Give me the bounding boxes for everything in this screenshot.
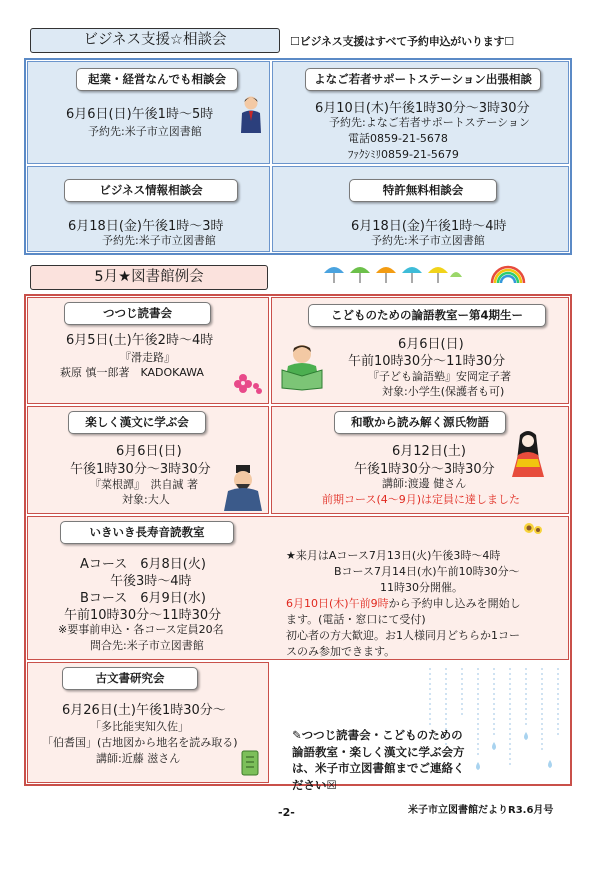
choju-note: ※要事前申込・各コース定員20名 [58, 623, 224, 636]
business-info-date: 6月18日(金)午後1時～3時 [68, 219, 224, 234]
library-cell-rongo [271, 297, 569, 404]
choju-b-course: Bコース 6月9日(水) [80, 591, 206, 606]
kanbun-book: 『菜根譚』 洪自誠 著 [90, 478, 198, 491]
tsutsuji-book: 『滑走路』 [120, 351, 175, 364]
child-reading-icon [280, 340, 330, 390]
genji-lecturer: 講師:渡邊 健さん [382, 477, 467, 490]
newsletter-issue: 米子市立図書館だよりR3.6月号 [408, 805, 554, 816]
startup-consult-date: 6月6日(日)午後1時～5時 [66, 107, 214, 122]
azalea-flower-icon [234, 372, 262, 396]
contact-note-line: ✎つつじ読書会・こどものための [292, 728, 463, 742]
genji-time: 午後1時30分～3時30分 [354, 462, 495, 477]
choju-contact: 問合先:米子市立図書館 [90, 639, 204, 652]
komonjo-lecturer: 講師:近藤 滋さん [96, 752, 181, 765]
kanbun-title: 楽しく漢文に学ぶ会 [68, 411, 206, 434]
contact-note-line: 論語教室・楽しく漢文に学ぶ会方 [292, 744, 465, 759]
rongo-title: こどものための論語教室ー第4期生ー [308, 304, 546, 327]
tsutsuji-title: つつじ読書会 [64, 302, 211, 325]
sunflower-icon [522, 521, 544, 539]
business-info-title: ビジネス情報相談会 [64, 179, 238, 202]
patent-consult-reserve: 予約先:米子市立図書館 [371, 234, 485, 247]
choju-a-time: 午後3時～4時 [110, 574, 192, 589]
choju-apply-date: 6月10日(木)午前9時 [286, 597, 389, 610]
patent-consult-date: 6月18日(金)午後1時～4時 [351, 219, 507, 234]
library-cell-genji [271, 406, 569, 514]
choju-apply-2: ます。(電話・窓口にて受付) [286, 613, 426, 626]
library-cell-komonjo [27, 662, 269, 783]
komonjo-sub1: 「多比能実知久佐」 [90, 720, 189, 733]
rongo-target: 対象:小学生(保護者も可) [382, 385, 505, 398]
library-cell-kanbun [27, 406, 269, 514]
startup-consult-reserve: 予約先:米子市立図書館 [88, 125, 202, 138]
genji-title: 和歌から読み解く源氏物語 [334, 411, 506, 434]
library-cell-tsutsuji [27, 297, 269, 404]
kanbun-time: 午後1時30分～3時30分 [70, 462, 211, 477]
business-cell-patent [272, 166, 569, 252]
scholar-icon [222, 465, 266, 511]
business-info-reserve: 予約先:米子市立図書館 [102, 234, 216, 247]
rongo-time: 午前10時30分～11時30分 [348, 354, 506, 369]
businessman-icon [238, 95, 264, 133]
business-cell-startup [27, 61, 270, 164]
reservation-required-note: ☐ビジネス支援はすべて予約申込がいります☐ [290, 35, 514, 48]
genji-capacity-notice: 前期コース(4～9月)は定員に達しました [322, 493, 521, 506]
tsutsuji-author: 萩原 慎一郎著 KADOKAWA [60, 366, 204, 379]
choju-a-course: Aコース 6月8日(火) [80, 557, 206, 572]
scroll-icon [238, 749, 262, 777]
genji-date: 6月12日(土) [392, 444, 466, 459]
choju-b-time: 午前10時30分～11時30分 [64, 608, 222, 623]
support-station-date: 6月10日(木)午後1時30分～3時30分 [315, 101, 530, 116]
rongo-book: 『子ども論語塾』安岡定子著 [368, 370, 511, 383]
contact-note-line: は、米子市立図書館までご連絡く [292, 761, 465, 775]
choju-title: いきいき長寿音読教室 [60, 521, 234, 544]
contact-note-line: ださい☒ [292, 777, 337, 792]
tsutsuji-date: 6月5日(土)午後2時～4時 [66, 333, 214, 348]
kanbun-date: 6月6日(日) [116, 444, 182, 459]
support-station-reserve: 予約先:よなご若者サポートステーション [329, 116, 530, 129]
business-cell-support-station [272, 61, 569, 164]
heian-lady-icon [510, 429, 548, 477]
choju-next-b: Bコース7月14日(水)午前10時30分～ [334, 565, 520, 578]
rainbow-icon [490, 263, 526, 283]
startup-consult-title: 起業・経営なんでも相談会 [76, 68, 238, 91]
library-section-header: 5月★図書館例会 [30, 265, 268, 290]
rongo-date: 6月6日(日) [398, 337, 464, 352]
kanbun-target: 対象:大人 [122, 493, 170, 506]
komonjo-title: 古文書研究会 [62, 667, 198, 690]
support-station-title: よなご若者サポートステーション出張相談 [305, 68, 541, 91]
business-cell-info [27, 166, 270, 252]
support-station-tel: 電話0859-21-5678 [348, 132, 448, 145]
patent-consult-title: 特許無料相談会 [349, 179, 497, 202]
komonjo-sub2: 「伯耆国」(古地図から地名を読み取る) [42, 736, 238, 749]
komonjo-date: 6月26日(土)午後1時30分～ [62, 703, 226, 718]
choju-apply-rest: から予約申し込みを開始し [388, 597, 521, 610]
library-cell-choju [27, 516, 569, 660]
umbrellas-icon [322, 263, 462, 287]
choju-next-a: ★来月はAコース7月13日(火)午後3時～4時 [286, 549, 501, 562]
page-number: -2- [278, 806, 295, 819]
choju-next-b2: 11時30分開催。 [380, 581, 463, 594]
contact-note [292, 727, 465, 793]
business-section-header: ビジネス支援☆相談会 [30, 28, 280, 53]
choju-apply [286, 595, 521, 611]
choju-welcome-2: スのみ参加できます。 [286, 645, 396, 658]
support-station-fax: ﾌｧｸｼﾐﾘ0859-21-5679 [348, 148, 459, 161]
choju-welcome: 初心者の方大歓迎。お1人様同月どちらか1コー [286, 629, 520, 642]
